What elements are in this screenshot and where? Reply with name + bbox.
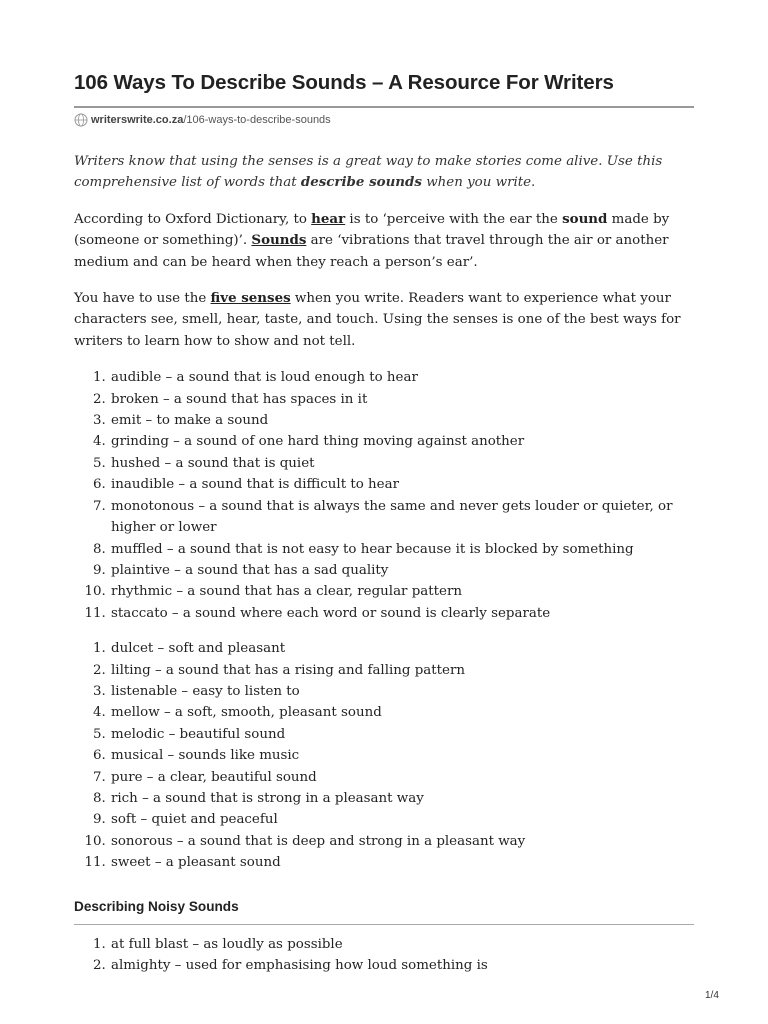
- para2-text-1: You have to use the: [74, 291, 211, 307]
- page-number: 1/4: [705, 990, 719, 1001]
- definition-paragraph: [74, 209, 694, 273]
- list-item: 8. muffled – a sound that is not easy to hear because it is blocked by something: [110, 539, 694, 560]
- para1-text-1: According to Oxford Dictionary, to: [74, 211, 312, 227]
- para2-text-2: when you write. Readers want to experience what your characters see, smell, hear, taste, and touch. Using the senses is one of the best ways for writers to learn how to show and not tell.: [74, 291, 681, 349]
- list-item: 2. broken – a sound that has spaces in it: [110, 389, 694, 410]
- para1-text-3: made by (someone or something)’.: [74, 211, 670, 249]
- sounds-link[interactable]: Sounds: [251, 232, 307, 249]
- list-item: 1. audible – a sound that is loud enough to hear: [110, 367, 694, 388]
- list-item: 11. staccato – a sound where each word or sound is clearly separate: [110, 603, 694, 624]
- list-item: 3. listenable – easy to listen to: [110, 681, 694, 702]
- intro-text: Writers know that using the senses is a great way to make stories come alive. Use this comprehensive list of words that: [74, 154, 663, 191]
- list-item: 3. emit – to make a sound: [110, 410, 694, 431]
- intro-text-end: when you write.: [421, 175, 536, 191]
- sound-words-list-2: [74, 638, 694, 873]
- section-heading: Describing Noisy Sounds: [74, 896, 694, 925]
- article-body: [74, 151, 694, 991]
- sound-bold: sound: [562, 210, 608, 227]
- senses-paragraph: [74, 288, 694, 352]
- list-item: 6. musical – sounds like music: [110, 745, 694, 766]
- list-item: 2. lilting – a sound that has a rising and falling pattern: [110, 660, 694, 681]
- globe-icon: [74, 113, 88, 127]
- para1-text-4: are ‘vibrations that travel through the air or another medium and can be heard when they reach a person’s ear’.: [74, 233, 669, 270]
- hear-link[interactable]: hear: [311, 210, 346, 227]
- list-item: 9. soft – quiet and peaceful: [110, 809, 694, 830]
- list-item: 5. hushed – a sound that is quiet: [110, 453, 694, 474]
- list-item: 10. rhythmic – a sound that has a clear, regular pattern: [110, 581, 694, 602]
- intro-bold: describe sounds: [300, 174, 422, 191]
- list-item: 11. sweet – a pleasant sound: [110, 852, 694, 873]
- list-item: 8. rich – a sound that is strong in a pleasant way: [110, 788, 694, 809]
- sound-words-list-1: [74, 367, 694, 624]
- list-item: 10. sonorous – a sound that is deep and strong in a pleasant way: [110, 831, 694, 852]
- url-domain[interactable]: writerswrite.co.za: [91, 114, 184, 126]
- page-title: 106 Ways To Describe Sounds – A Resource For Writers: [74, 71, 614, 94]
- intro-paragraph: [74, 151, 694, 194]
- list-item: 4. grinding – a sound of one hard thing moving against another: [110, 431, 694, 452]
- list-item: 7. monotonous – a sound that is always the same and never gets louder or quieter, or higher or lower: [110, 496, 694, 539]
- list-item: 7. pure – a clear, beautiful sound: [110, 767, 694, 788]
- list-item: 1. at full blast – as loudly as possible: [110, 934, 694, 955]
- para1-text-2: is to ‘perceive with the ear the: [345, 211, 563, 227]
- list-item: 6. inaudible – a sound that is difficult to hear: [110, 474, 694, 495]
- five-senses-link[interactable]: five senses: [210, 290, 291, 307]
- noisy-sounds-list: [74, 934, 694, 977]
- list-item: 4. mellow – a soft, smooth, pleasant sound: [110, 702, 694, 723]
- list-item: 9. plaintive – a sound that has a sad quality: [110, 560, 694, 581]
- url-path[interactable]: /106-ways-to-describe-sounds: [183, 114, 331, 126]
- source-url[interactable]: [74, 113, 331, 127]
- list-item: 2. almighty – used for emphasising how loud something is: [110, 955, 694, 976]
- list-item: 1. dulcet – soft and pleasant: [110, 638, 694, 659]
- list-item: 5. melodic – beautiful sound: [110, 724, 694, 745]
- title-divider: [74, 106, 694, 108]
